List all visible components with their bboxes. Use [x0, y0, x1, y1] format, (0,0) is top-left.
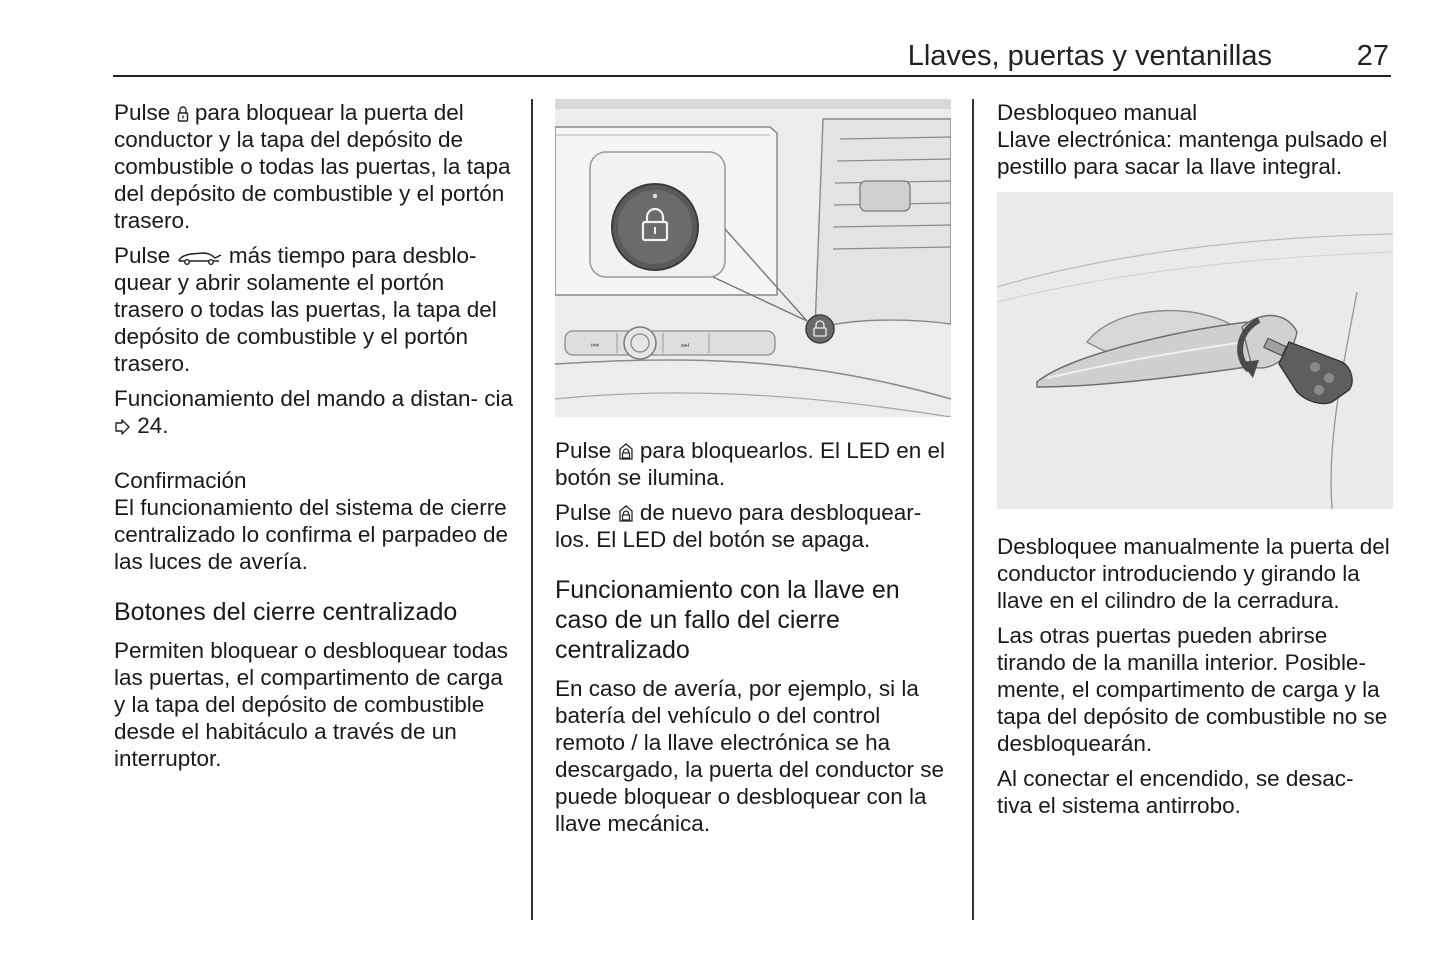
- confirmation-heading: Confirmación: [114, 468, 247, 493]
- manual-unlock-intro: Llave electrónica: mantenga pulsado el pestillo para sacar la llave integral.: [997, 127, 1388, 179]
- paragraph-press-to-lock: Pulse para bloquearlos. El LED en el botón se ilumina.: [555, 438, 946, 490]
- other-doors-text: Las otras puertas pueden abrirse tirando de la manilla interior. Posible- mente, el compartimento de carga y la tapa del depósito de combustible no se desbloquearán.: [997, 623, 1388, 756]
- ignition-antitheft-text: Al conectar el encendido, se desac- tiva el sistema antirrobo.: [997, 766, 1354, 818]
- column-left: [114, 99, 514, 780]
- section-heading-central-lock-buttons: Botones del cierre centralizado: [114, 598, 458, 626]
- svg-text:⏭: ⏭: [681, 341, 690, 351]
- header-divider: [113, 75, 1391, 77]
- manual-unlock-heading: Desbloqueo manual: [997, 100, 1198, 125]
- central-lock-buttons-text: Permiten bloquear o desbloquear todas las puertas, el compartimento de carga y la tapa del depósito de combustible desde el habitáculo a través de un interruptor.: [114, 638, 509, 771]
- key-failure-text: En caso de avería, por ejemplo, si la batería del vehículo o del control remoto / la llave electrónica se ha descargado, la puerta del conductor se puede bloquear o desbloquear con la llave mecánica.: [555, 676, 945, 836]
- paragraph-tailgate: Pulse más tiempo para desblo- quear y abrir solamente el portón trasero o todas las puertas, la tapa del depósito de combustible y el portón trasero.: [114, 243, 497, 376]
- central-lock-button-icon: [618, 442, 634, 460]
- door-handle-key-illustration: [997, 192, 1393, 509]
- central-lock-button-illustration: [555, 99, 951, 417]
- car-tailgate-icon: [177, 249, 223, 265]
- central-lock-button-icon: [618, 504, 634, 522]
- paragraph-remote-reference: Funcionamiento del mando a distan- cia 24.: [114, 386, 513, 438]
- paragraph-lock-all: Pulse para bloquear la puerta del conductor y la tapa del depósito de combustible o todas las puertas, la tapa del depósito de combustible y el portón trasero.: [114, 100, 511, 233]
- lock-icon: [177, 105, 189, 122]
- column-divider-2: [972, 99, 974, 920]
- page-number: 27: [1356, 40, 1389, 72]
- page-reference-link[interactable]: 24.: [137, 413, 169, 438]
- confirmation-text: El funcionamiento del sistema de cierre centralizado lo confirma el parpadeo de las luces de avería.: [114, 495, 508, 574]
- section-heading-key-failure: Funcionamiento con la llave en caso de un fallo del cierre centralizado: [555, 576, 900, 664]
- column-middle: [555, 99, 953, 845]
- column-right: [997, 99, 1393, 827]
- page-header-title: Llaves, puertas y ventanillas: [907, 40, 1272, 72]
- reference-arrow-icon: [114, 419, 131, 435]
- paragraph-press-to-unlock: Pulse de nuevo para desbloquear- los. El LED del botón se apaga.: [555, 500, 922, 552]
- column-divider-1: [531, 99, 533, 920]
- svg-text:⏮: ⏮: [591, 341, 600, 351]
- manual-unlock-text: Desbloquee manualmente la puerta del conductor introduciendo y girando la llave en el cilindro de la cerradura.: [997, 534, 1390, 613]
